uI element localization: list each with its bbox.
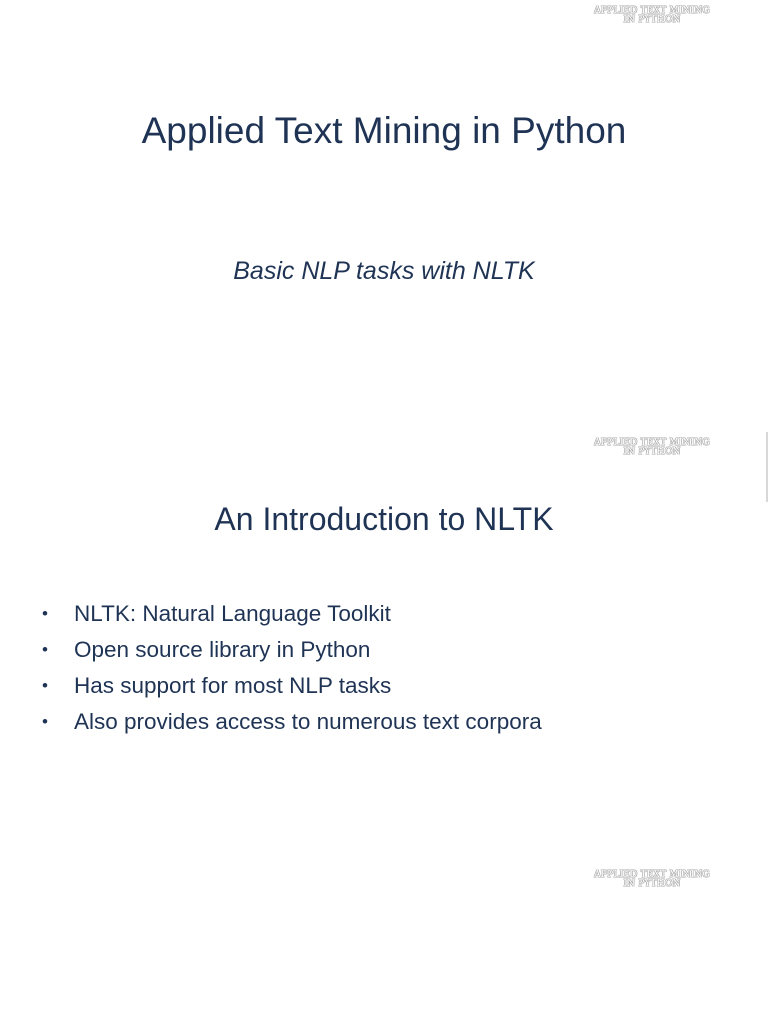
bullet-text: Has support for most NLP tasks [74,673,392,698]
slide-next [0,864,768,1024]
slide-introduction [0,432,768,864]
watermark-line-1: APPLIED TEXT MINING [594,438,710,448]
bullet-text: Open source library in Python [74,637,371,662]
subtitle: Basic NLP tasks with NLTK [233,257,535,285]
bullet-text: Also provides access to numerous text corpora [74,709,542,734]
slide-title [0,0,768,432]
bullet-dot: • [42,604,48,623]
bullet-dot: • [42,676,48,695]
section-title: An Introduction to NLTK [214,501,554,537]
watermark [592,7,712,25]
watermark-line-1: APPLIED TEXT MINING [594,6,710,16]
watermark [592,439,712,457]
bullet-dot: • [42,712,48,731]
watermark [592,871,712,889]
watermark-line-2: IN PYTHON [623,879,681,889]
watermark-line-1: APPLIED TEXT MINING [594,870,710,880]
watermark-line-2: IN PYTHON [623,447,681,457]
watermark-line-2: IN PYTHON [623,15,681,25]
bullet-dot: • [42,640,48,659]
bullet-text: NLTK: Natural Language Toolkit [74,601,391,626]
main-title: Applied Text Mining in Python [141,110,627,151]
